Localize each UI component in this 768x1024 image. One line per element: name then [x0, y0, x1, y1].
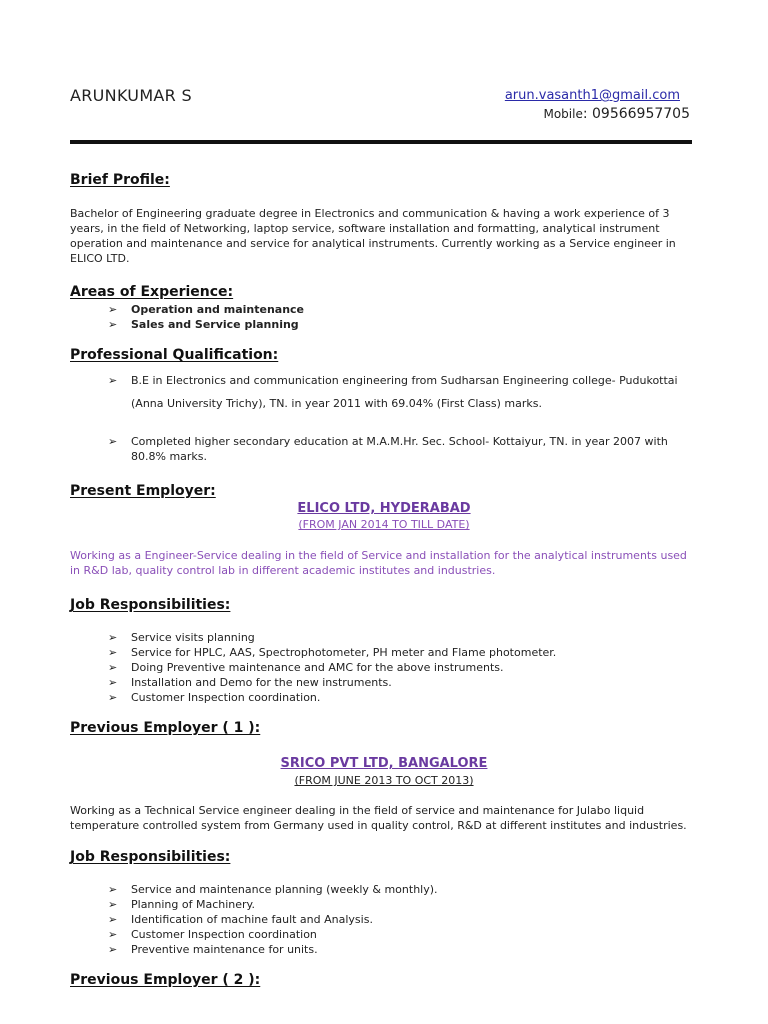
arrow-bullet-icon: ➢ — [108, 435, 118, 448]
list-item: ➢ Service visits planning — [108, 631, 255, 644]
arrow-bullet-icon: ➢ — [108, 898, 118, 911]
previous-employer-2-heading: Previous Employer ( 2 ): — [70, 972, 261, 988]
list-item: ➢ Operation and maintenance — [108, 303, 305, 316]
present-job-description: Working as a Engineer-Service dealing in the field of Service and installation for the analytical instruments used in R&D lab, quality control lab in different academic institutes and industries. — [70, 549, 687, 577]
list-item: ➢ Installation and Demo for the new instruments. — [108, 676, 392, 689]
email-link[interactable]: arun.vasanth1@gmail.com — [504, 88, 680, 103]
list-item: ➢ Doing Preventive maintenance and AMC for the above instruments. — [108, 661, 504, 674]
arrow-bullet-icon: ➢ — [108, 913, 118, 926]
arrow-bullet-icon: ➢ — [108, 318, 118, 331]
brief-profile-heading: Brief Profile: — [70, 172, 170, 188]
mobile-number — [543, 106, 690, 122]
arrow-bullet-icon: ➢ — [108, 631, 118, 644]
arrow-bullet-icon: ➢ — [108, 646, 118, 659]
present-responsibilities-heading: Job Responsibilities: — [70, 597, 231, 613]
present-company-name: ELICO LTD, HYDERABAD — [297, 501, 471, 516]
list-item: ➢ Preventive maintenance for units. — [108, 943, 318, 956]
previous-employment-1-dates: (FROM JUNE 2013 TO OCT 2013) — [294, 774, 474, 787]
qualification-item: ➢ Completed higher secondary education at M.A.M.Hr. Sec. School- Kottaiyur, TN. in year 2007 with 80.8% marks. — [108, 435, 668, 463]
arrow-bullet-icon: ➢ — [108, 883, 118, 896]
previous-employer-1-heading: Previous Employer ( 1 ): — [70, 720, 261, 736]
previous-responsibilities-heading: Job Responsibilities: — [70, 849, 231, 865]
mobile-label: Mobile — [543, 107, 583, 121]
qualification-item: ➢ B.E in Electronics and communication engineering from Sudharsan Engineering college- Pudukottai (Anna University Trichy), TN. in year 2011 with 69.04% (First Class) marks. — [108, 374, 678, 410]
previous-company-1-name: SRICO PVT LTD, BANGALORE — [280, 756, 488, 771]
list-item: ➢ Customer Inspection coordination — [108, 928, 317, 941]
present-responsibilities-list — [108, 630, 556, 705]
mobile-value: : 09566957705 — [582, 106, 690, 122]
list-item: ➢ Customer Inspection coordination. — [108, 691, 321, 704]
present-employer-heading: Present Employer: — [70, 483, 216, 499]
header-divider — [70, 140, 692, 144]
areas-heading: Areas of Experience: — [70, 284, 234, 300]
candidate-name: ARUNKUMAR S — [70, 86, 192, 105]
present-employment-dates: (FROM JAN 2014 TO TILL DATE) — [298, 518, 470, 531]
list-item: ➢ Planning of Machinery. — [108, 898, 255, 911]
areas-list — [108, 302, 304, 332]
arrow-bullet-icon: ➢ — [108, 928, 118, 941]
previous-responsibilities-list — [108, 882, 438, 957]
list-item: ➢ Identification of machine fault and Analysis. — [108, 913, 373, 926]
previous-job-1-description: Working as a Technical Service engineer dealing in the field of service and maintenance for Julabo liquid temperature controlled system from Germany used in quality control, R&D at different institutes and industries. — [70, 804, 687, 832]
list-item: ➢ Service and maintenance planning (weekly & monthly). — [108, 883, 438, 896]
qualification-heading: Professional Qualification: — [70, 347, 279, 363]
arrow-bullet-icon: ➢ — [108, 691, 118, 704]
list-item: ➢ Sales and Service planning — [108, 318, 299, 331]
arrow-bullet-icon: ➢ — [108, 374, 118, 387]
arrow-bullet-icon: ➢ — [108, 661, 118, 674]
brief-profile-text: Bachelor of Engineering graduate degree in Electronics and communication & having a work experience of 3 years, in the field of Networking, laptop service, software installation and formatting, analytical instrument operation and maintenance and service for analytical instruments. Currently working as a Service engineer in ELICO LTD. — [70, 207, 676, 265]
list-item: ➢ Service for HPLC, AAS, Spectrophotometer, PH meter and Flame photometer. — [108, 646, 557, 659]
arrow-bullet-icon: ➢ — [108, 943, 118, 956]
arrow-bullet-icon: ➢ — [108, 303, 118, 316]
arrow-bullet-icon: ➢ — [108, 676, 118, 689]
